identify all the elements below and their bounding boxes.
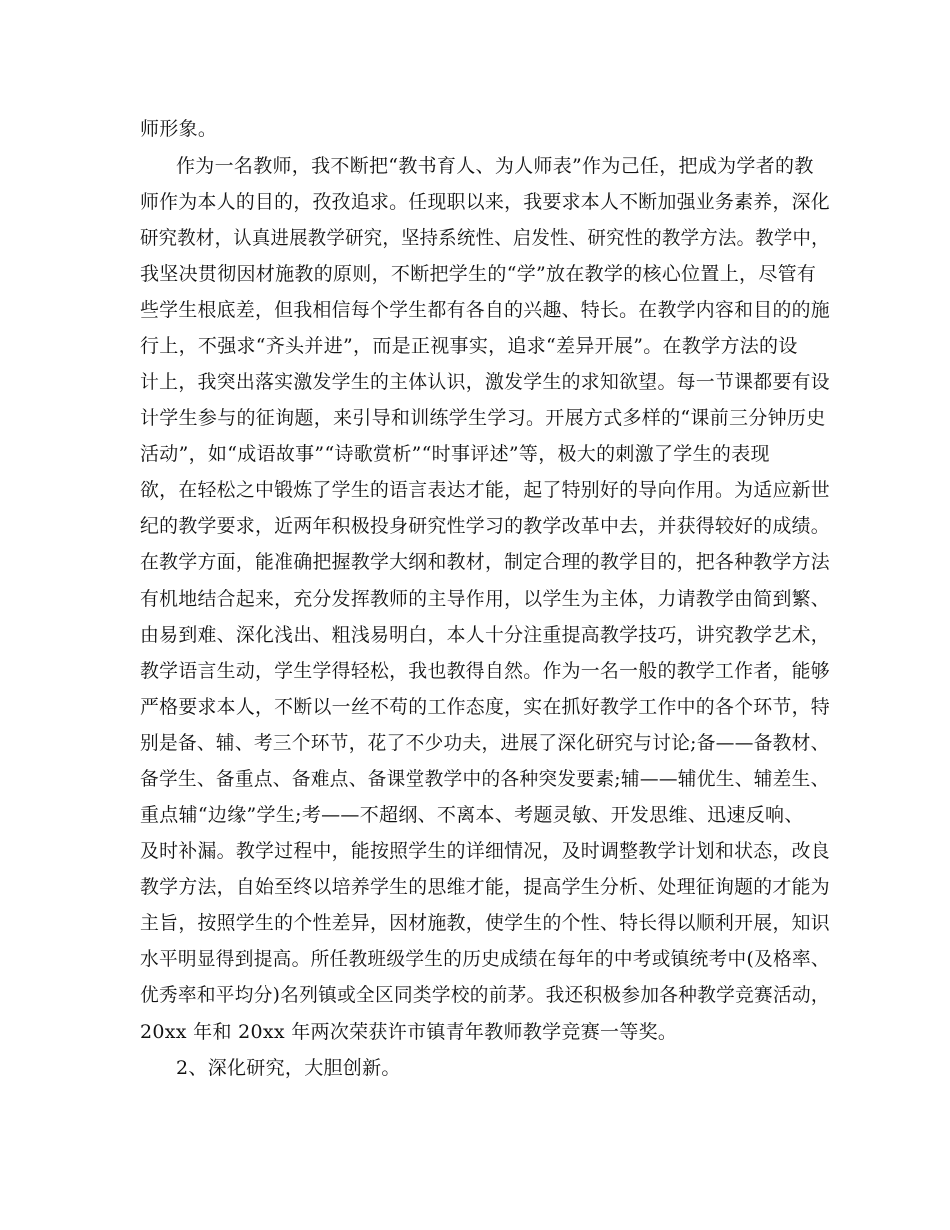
text-line: 师作为本人的目的，孜孜追求。任现职以来，我要求本人不断加强业务素养，深化 [140,191,830,213]
text-line: 师形象。 [140,118,218,140]
text-line: 欲，在轻松之中锻炼了学生的语言表达才能，起了特别好的导向作用。为适应新世 [140,479,830,501]
text-line: 活动”，如“成语故事”“诗歌赏析”“时事评述”等，极大的刺激了学生的表现 [140,443,770,465]
text-line: 别是备、辅、考三个环节，花了不少功夫，进展了深化研究与讨论;备——备教材、 [140,732,830,754]
text-line: 研究教材，认真进展教学研究，坚持系统性、启发性、研究性的教学方法。教学中， [140,227,830,249]
text-line: 纪的教学要求，近两年积极投身研究性学习的教学改革中去，并获得较好的成绩。 [140,515,830,537]
text-line: 严格要求本人，不断以一丝不苟的工作态度，实在抓好教学工作中的各个环节，特 [140,696,830,718]
text-line: 我坚决贯彻因材施教的原则，不断把学生的“学”放在教学的核心位置上，尽管有 [140,263,817,285]
text-line: 作为一名教师，我不断把“教书育人、为人师表”作为己任，把成为学者的教 [176,155,814,177]
text-line: 行上，不强求“齐头并进”，而是正视事实，追求“差异开展”。在教学方法的设 [140,335,798,357]
text-line: 备学生、备重点、备难点、备课堂教学中的各种突发要素;辅——辅优生、辅差生、 [140,768,830,790]
text-line: 优秀率和平均分)名列镇或全区同类学校的前茅。我还积极参加各种教学竞赛活动， [140,984,830,1006]
text-line: 重点辅“边缘”学生;考——不超纲、不离本、考题灵敏、开发思维、迅速反响、 [140,804,804,826]
text-line: 20xx 年和 20xx 年两次荣获许市镇青年教师教学竞赛一等奖。 [140,1021,678,1043]
text-line: 主旨，按照学生的个性差异，因材施教，使学生的个性、特长得以顺利开展，知识 [140,912,830,934]
text-line: 些学生根底差，但我相信每个学生都有各自的兴趣、特长。在教学内容和目的的施 [140,299,830,321]
text-line: 及时补漏。教学过程中，能按照学生的详细情况，及时调整教学计划和状态，改良 [140,840,830,862]
text-line: 教学语言生动，学生学得轻松，我也教得自然。作为一名一般的教学工作者，能够 [140,660,830,682]
text-line: 计上，我突出落实激发学生的主体认识，激发学生的求知欲望。每一节课都要有设 [140,371,830,393]
text-line: 水平明显得到提高。所任教班级学生的历史成绩在每年的中考或镇统考中(及格率、 [140,948,830,970]
text-line: 有机地结合起来，充分发挥教师的主导作用，以学生为主体，力请教学由简到繁、 [140,588,830,610]
text-line: 教学方法，自始至终以培养学生的思维才能，提高学生分析、处理征询题的才能为 [140,876,830,898]
text-line: 在教学方面，能准确把握教学大纲和教材，制定合理的教学目的，把各种教学方法 [140,551,830,573]
text-line: 由易到难、深化浅出、粗浅易明白，本人十分注重提高教学技巧，讲究教学艺术， [140,624,830,646]
section-heading: 2、深化研究，大胆创新。 [176,1057,401,1079]
text-line: 计学生参与的征询题，来引导和训练学生学习。开展方式多样的“课前三分钟历史 [140,407,826,429]
